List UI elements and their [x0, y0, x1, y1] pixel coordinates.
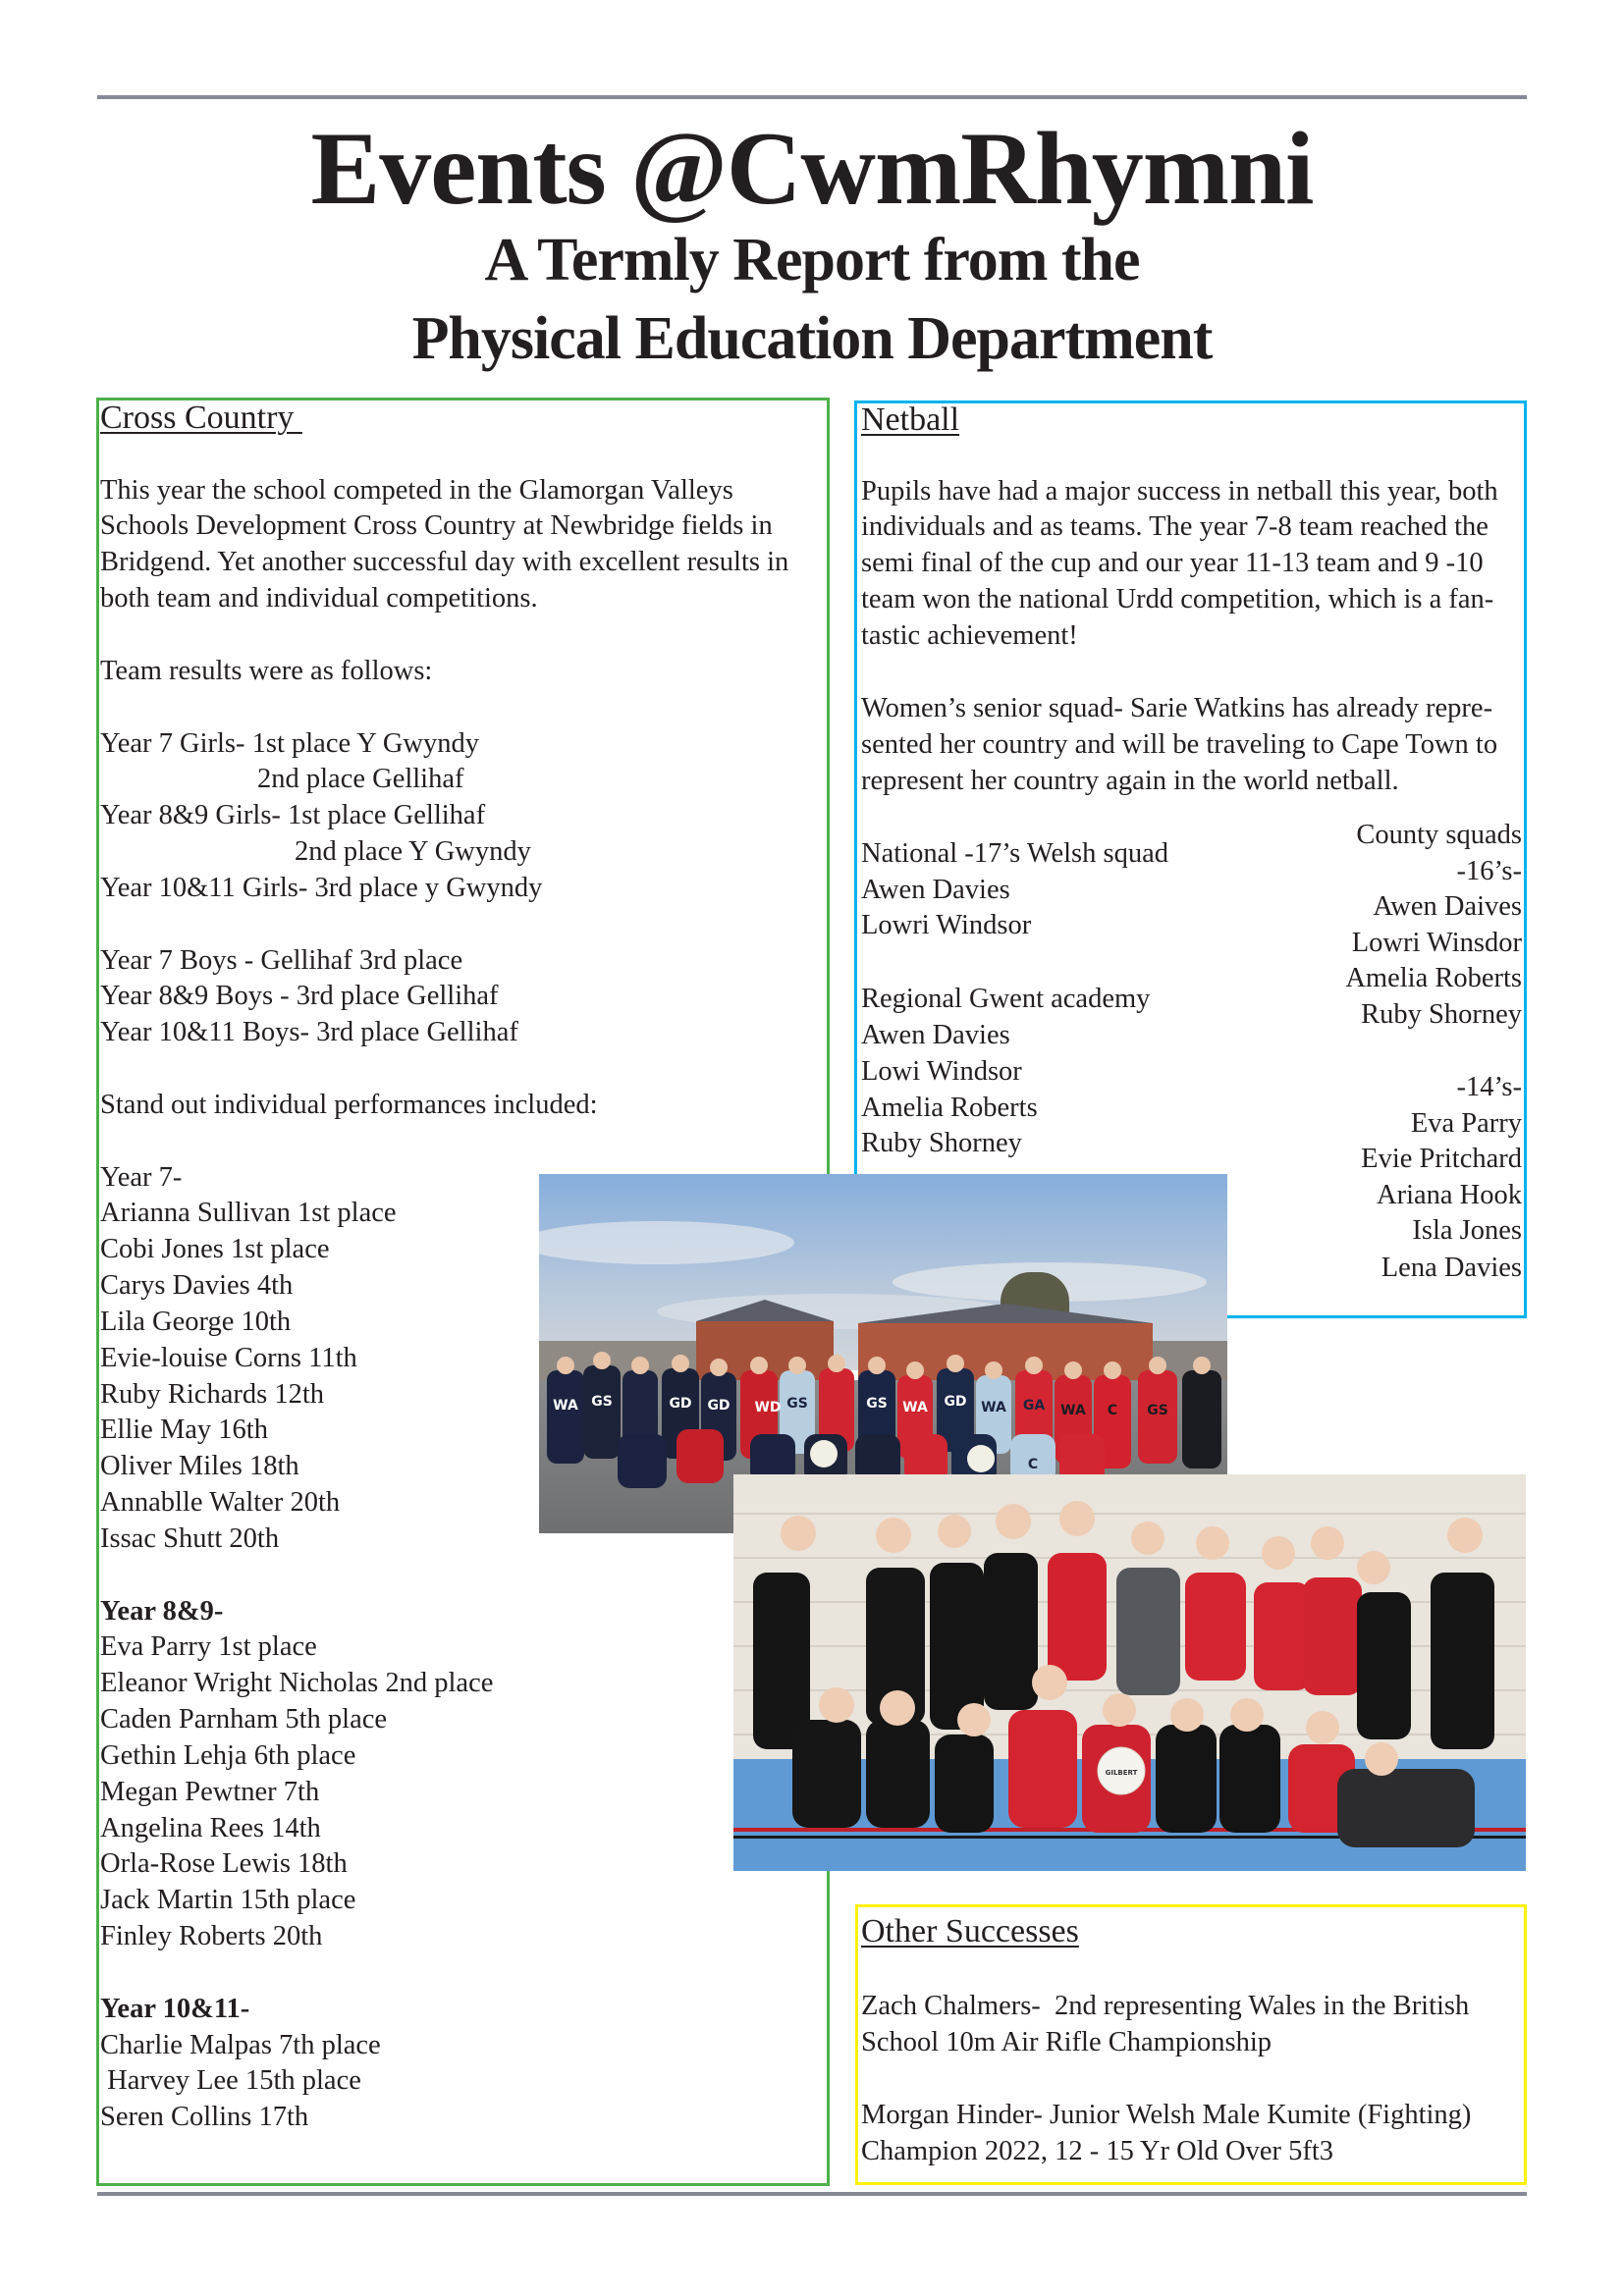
bib-label: GD [944, 1394, 967, 1410]
squad-member: Amelia Roberts [1345, 963, 1522, 993]
county-u16-label: -16’s- [1456, 856, 1522, 886]
netball-intro-line: semi final of the cup and our year 11-13 team and 9 -10 [861, 548, 1484, 578]
cross-country-intro-line: both team and individual competitions. [100, 583, 538, 614]
netball-senior-line: Women’s senior squad- Sarie Watkins has already repre- [861, 693, 1493, 723]
result-entry: Eleanor Wright Nicholas 2nd place [100, 1668, 494, 1698]
team-result: Year 10&11 Boys- 3rd place Gellihaf [100, 1017, 518, 1047]
team-result: Year 7 Girls- 1st place Y Gwyndy [100, 728, 480, 759]
result-entry: Finley Roberts 20th [100, 1921, 323, 1951]
result-entry: Carys Davies 4th [100, 1270, 294, 1301]
bottom-divider [97, 2192, 1527, 2196]
bib-label: GS [591, 1394, 613, 1410]
squad-member: Ruby Shorney [1361, 999, 1522, 1030]
netball-intro-line: Pupils have had a major success in netball this year, both [861, 476, 1498, 507]
ball-brand-text: GILBERT [1105, 1769, 1138, 1777]
group-title-year-7: Year 7- [100, 1162, 183, 1193]
squad-member: Eva Parry [1410, 1108, 1522, 1139]
county-u14-label: -14’s- [1456, 1072, 1522, 1102]
county-squads-title: County squads [1356, 820, 1522, 850]
bib-label: C [1027, 1457, 1039, 1472]
success-item-line: Champion 2022, 12 - 15 Yr Old Over 5ft3 [861, 2136, 1334, 2166]
result-entry: Ellie May 16th [100, 1415, 268, 1445]
netball-intro-line: individuals and as teams. The year 7-8 team reached the [861, 511, 1489, 542]
team-result: 2nd place Y Gwyndy [295, 836, 531, 867]
team-result: 2nd place Gellihaf [257, 764, 464, 794]
result-entry: Seren Collins 17th [100, 2102, 309, 2132]
bib-label: GD [707, 1398, 731, 1414]
squad-member: Lowri Windsor [861, 910, 1032, 940]
result-entry: Caden Parnham 5th place [100, 1704, 388, 1735]
squad-member: Lena Davies [1380, 1253, 1522, 1283]
team-result: Year 7 Boys - Gellihaf 3rd place [100, 945, 463, 976]
result-entry: Jack Martin 15th place [100, 1885, 356, 1915]
cross-country-intro-line: Bridgend. Yet another successful day with excellent results in [100, 547, 789, 577]
bib-label: WD [754, 1400, 782, 1415]
group-title-year-10-11: Year 10&11- [100, 1994, 250, 2024]
bib-label: GA [1022, 1398, 1046, 1414]
netball-intro-line: tastic achievement! [861, 620, 1078, 651]
bib-label: GS [1147, 1403, 1168, 1418]
result-entry: Eva Parry 1st place [100, 1631, 317, 1662]
result-entry: Arianna Sullivan 1st place [100, 1198, 397, 1228]
page-subtitle-line-1: A Termly Report from the [484, 227, 1140, 294]
group-title-year-8-9: Year 8&9- [100, 1596, 224, 1627]
netball-intro-line: team won the national Urdd competition, which is a fan- [861, 584, 1494, 614]
result-entry: Harvey Lee 15th place [100, 2065, 361, 2096]
success-item-line: Morgan Hinder- Junior Welsh Male Kumite (Fighting) [861, 2100, 1472, 2130]
cross-country-heading: Cross Country [100, 400, 302, 436]
result-entry: Evie-louise Corns 11th [100, 1343, 357, 1373]
squad-member: Amelia Roberts [861, 1093, 1038, 1123]
squad-member: Lowi Windsor [861, 1056, 1022, 1087]
result-entry: Angelina Rees 14th [100, 1813, 321, 1843]
squad-member: Evie Pritchard [1361, 1144, 1522, 1174]
squad-member: Awen Davies [861, 875, 1010, 905]
result-entry: Gethin Lehja 6th place [100, 1740, 356, 1771]
team-results-label: Team results were as follows: [100, 656, 433, 686]
netball-senior-line: sented her country and will be traveling to Cape Town to [861, 729, 1498, 760]
bib-label: GD [669, 1396, 692, 1412]
bib-label: GS [786, 1396, 808, 1412]
result-entry: Oliver Miles 18th [100, 1451, 299, 1481]
bib-label: GS [866, 1396, 888, 1412]
squad-member: Ruby Shorney [861, 1128, 1022, 1158]
individual-performances-label: Stand out individual performances included: [100, 1090, 598, 1120]
result-entry: Ruby Richards 12th [100, 1379, 324, 1410]
team-result: Year 8&9 Boys - 3rd place Gellihaf [100, 981, 499, 1011]
bib-label: WA [981, 1400, 1006, 1415]
bib-label: WA [553, 1398, 578, 1414]
bib-label: WA [1060, 1403, 1086, 1418]
page-subtitle-line-2: Physical Education Department [411, 305, 1213, 372]
result-entry: Charlie Malpas 7th place [100, 2030, 381, 2060]
bib-label: WA [902, 1400, 928, 1415]
page-title: Events @CwmRhymni [310, 111, 1314, 226]
squad-member: Isla Jones [1412, 1215, 1522, 1246]
result-entry: Megan Pewtner 7th [100, 1777, 320, 1807]
result-entry: Annablle Walter 20th [100, 1487, 341, 1518]
top-divider [97, 95, 1527, 99]
success-item-line: Zach Chalmers- 2nd representing Wales in the British [861, 1991, 1470, 2021]
bib-label: C [1107, 1403, 1118, 1418]
cross-country-intro-line: Schools Development Cross Country at Newbridge fields in [100, 510, 773, 541]
team-result: Year 8&9 Girls- 1st place Gellihaf [100, 800, 486, 830]
netball-team-photo-indoor [733, 1474, 1526, 1871]
netball-heading: Netball [861, 401, 960, 438]
squad-member: Ariana Hook [1377, 1180, 1522, 1210]
result-entry: Orla-Rose Lewis 18th [100, 1848, 348, 1879]
success-item-line: School 10m Air Rifle Championship [861, 2027, 1272, 2057]
result-entry: Cobi Jones 1st place [100, 1234, 330, 1264]
squad-member: Awen Daives [1373, 891, 1522, 922]
cross-country-intro-line: This year the school competed in the Glamorgan Valleys [100, 475, 733, 506]
netball-senior-line: represent her country again in the world netball. [861, 766, 1399, 796]
result-entry: Lila George 10th [100, 1307, 292, 1337]
result-entry: Issac Shutt 20th [100, 1523, 280, 1554]
squad-member: Awen Davies [861, 1020, 1010, 1050]
other-successes-heading: Other Successes [861, 1913, 1079, 1949]
regional-squad-title: Regional Gwent academy [861, 984, 1151, 1014]
squad-member: Lowri Winsdor [1351, 928, 1522, 958]
team-result: Year 10&11 Girls- 3rd place y Gwyndy [100, 873, 543, 903]
national-squad-title: National -17’s Welsh squad [861, 838, 1169, 869]
